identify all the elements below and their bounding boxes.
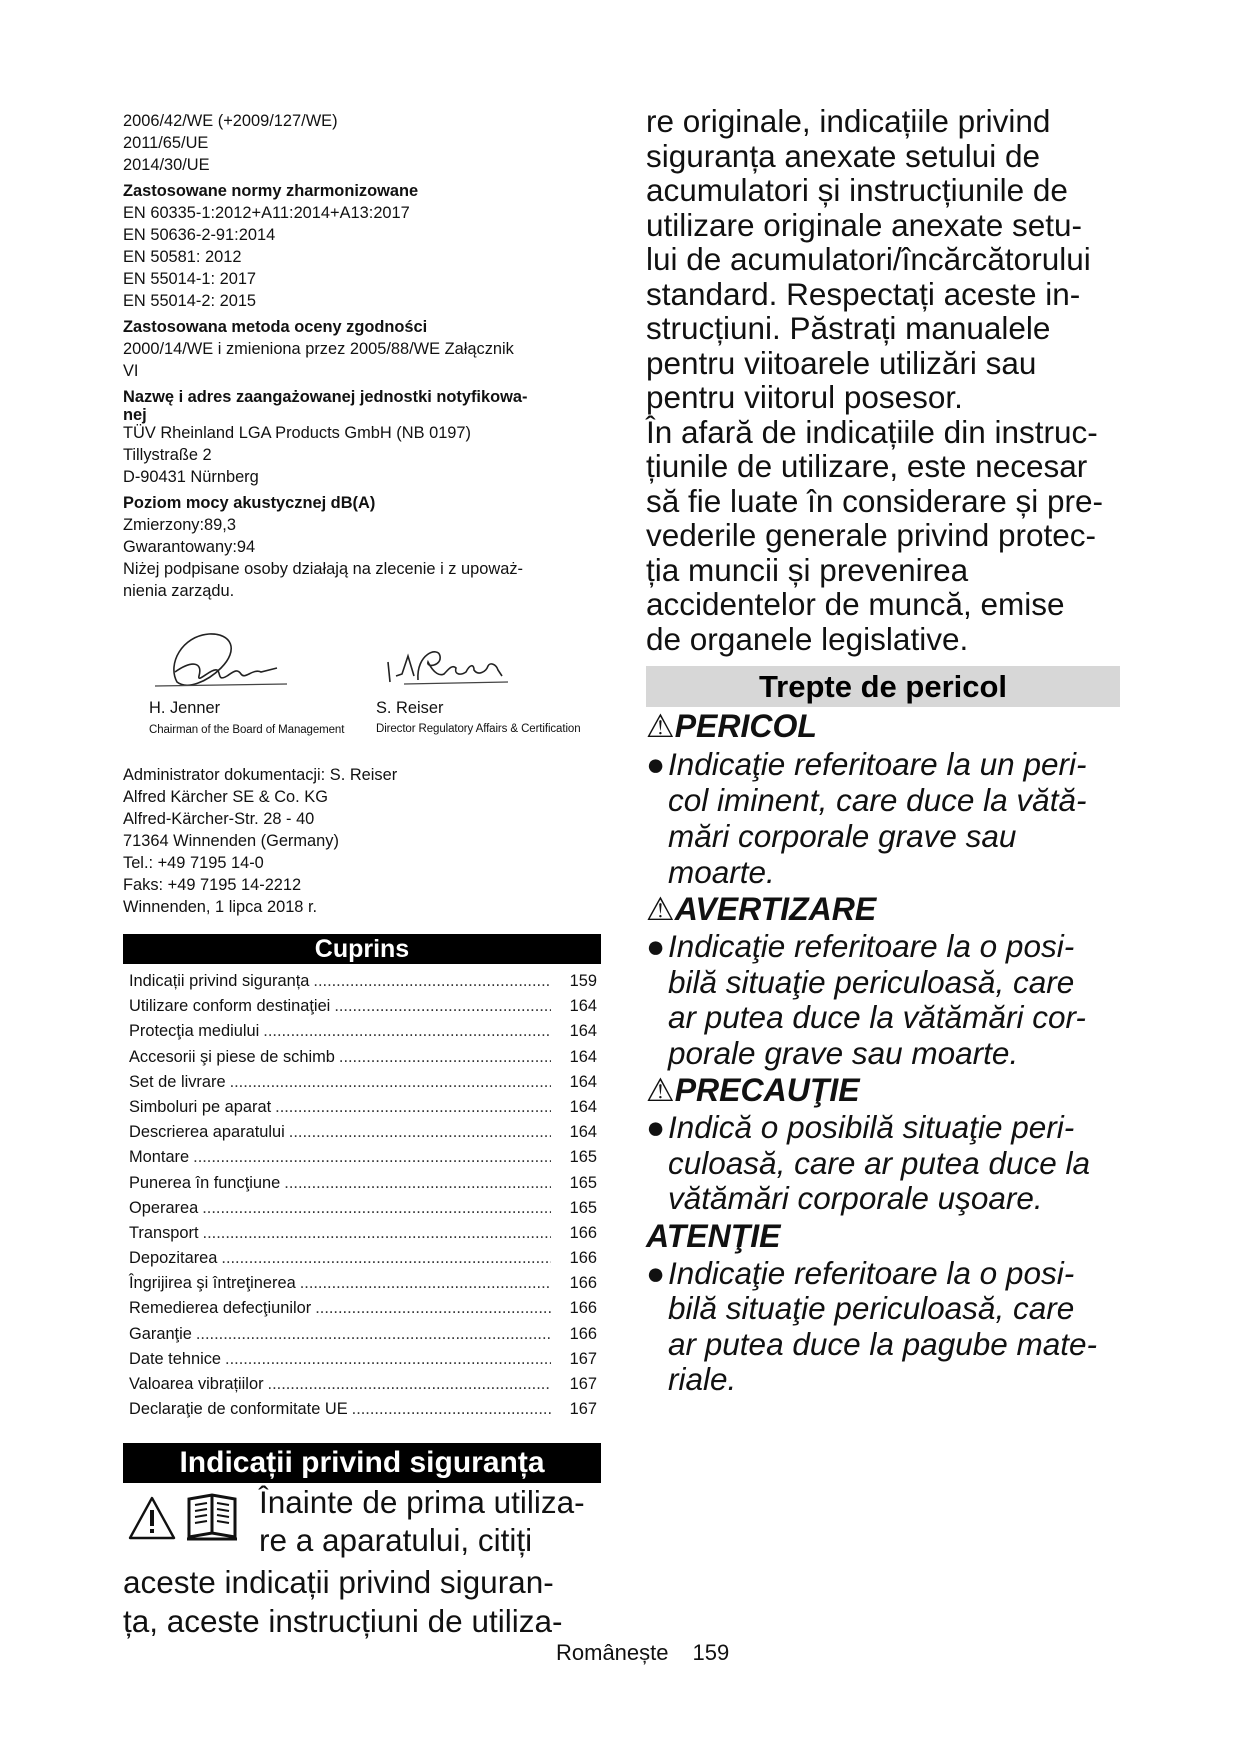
toc-entry-page: 166 <box>569 1299 597 1318</box>
toc-leader-dots <box>289 1123 551 1142</box>
toc-entry[interactable] <box>123 1098 601 1123</box>
hazard-description-line <box>646 782 1128 818</box>
body-text-line: standard. Respectați aceste in- <box>646 275 1081 312</box>
signatory-role: Director Regulatory Affairs & Certification <box>376 723 581 735</box>
hazard-label-text: PRECAUŢIE <box>674 1072 860 1108</box>
norm-line: EN 60335-1:2012+A11:2014+A13:2017 <box>123 204 410 222</box>
warning-triangle-icon: ⚠ <box>646 1072 675 1108</box>
toc-leader-dots <box>352 1400 551 1419</box>
admin-line: Winnenden, 1 lipca 2018 r. <box>123 898 318 916</box>
toc-entry[interactable] <box>123 1174 601 1199</box>
admin-line: Tel.: +49 7195 14-0 <box>123 854 264 872</box>
toc-entry-page: 164 <box>569 1097 597 1116</box>
norms-heading: Zastosowane normy zharmonizowane <box>123 182 419 200</box>
toc-entry-page: 164 <box>569 1123 597 1142</box>
hazard-description-line <box>646 1362 1128 1398</box>
safety-intro-line: aceste indicații privind siguran- <box>123 1564 554 1601</box>
authorization-line: Niżej podpisane osoby działają na zlecenie i z upoważ- <box>123 560 523 578</box>
hazard-label-text: AVERTIZARE <box>674 891 877 927</box>
toc-entry[interactable] <box>123 1249 601 1274</box>
toc-entry-title: Declaraţie de conformitate UE <box>129 1400 348 1419</box>
hazard-description-text: mări corporale grave sau <box>668 818 1017 854</box>
toc-entry-title: Îngrijirea şi întreţinerea <box>129 1274 296 1293</box>
hazard-description-text: porale grave sau moarte. <box>668 1034 1019 1071</box>
warning-triangle-icon: ⚠ <box>646 891 675 927</box>
signatures <box>123 624 601 742</box>
hazard-description-text: Indicaţie referitoare la un peri- <box>668 746 1087 782</box>
body-text-line: lui de acumulatori/încărcătorului <box>646 241 1091 277</box>
toc-entry[interactable] <box>123 972 601 997</box>
toc-entry-title: Garanţie <box>129 1324 192 1343</box>
signatory-name: H. Jenner <box>149 699 221 717</box>
body-text-line: vederile generale privind protec- <box>646 517 1096 553</box>
toc-entry-page: 166 <box>569 1249 597 1268</box>
hazard-description-text: ar putea duce la vătămări cor- <box>668 999 1086 1035</box>
body-text-line: pentru viitorul posesor. <box>646 379 963 415</box>
toc-entry-title: Accesorii şi piese de schimb <box>129 1047 335 1066</box>
norm-line: EN 55014-1: 2017 <box>123 270 257 288</box>
admin-line: Administrator dokumentacji: S. Reiser <box>123 766 398 784</box>
body-text-line: să fie luate în considerare și pre- <box>646 482 1103 519</box>
toc-entry-title: Protecţia mediului <box>129 1022 260 1041</box>
body-text-line: pentru viitoarele utilizări sau <box>646 344 1037 381</box>
norm-line: EN 50636-2-91:2014 <box>123 226 276 244</box>
sound-line: Zmierzony:89,3 <box>123 516 236 534</box>
sound-line: Gwarantowany:94 <box>123 538 256 556</box>
signature-reiser <box>378 634 518 704</box>
hazard-description-line <box>646 965 1128 1001</box>
hazard-levels-heading: Trepte de pericol <box>646 666 1120 707</box>
directive-line: 2011/65/UE <box>123 134 209 152</box>
directive-line: 2006/42/WE (+2009/127/WE) <box>123 112 338 130</box>
toc-leader-dots <box>275 1098 551 1117</box>
toc-entry-page: 164 <box>569 997 597 1016</box>
body-text-line: țiunile de utilizare, este necesar <box>646 448 1088 484</box>
toc-entry[interactable] <box>123 1274 601 1299</box>
toc-entry-title: Montare <box>129 1148 190 1167</box>
toc-leader-dots <box>221 1249 551 1268</box>
safety-intro-line: Înainte de prima utiliza- <box>259 1484 585 1521</box>
toc-entry-title: Descrierea aparatului <box>129 1123 285 1142</box>
hazard-description-line <box>646 1110 1128 1146</box>
toc-entry[interactable] <box>123 1022 601 1047</box>
body-text-line: utilizare originale anexate setu- <box>646 206 1083 243</box>
toc-entry-page: 164 <box>569 1072 597 1091</box>
toc-leader-dots <box>300 1274 551 1293</box>
toc-entry-page: 167 <box>569 1400 597 1419</box>
hazard-description-text: ar putea duce la pagube mate- <box>668 1325 1098 1362</box>
bullet-icon: ● <box>646 1254 666 1291</box>
body-text-line: În afară de indicațiile din instruc- <box>646 413 1098 450</box>
notified-body-heading: nej <box>123 406 147 424</box>
toc-entry-title: Remedierea defecţiunilor <box>129 1299 312 1318</box>
toc-entry-title: Utilizare conform destinaţiei <box>129 997 331 1016</box>
method-heading: Zastosowana metoda oceny zgodności <box>123 318 428 336</box>
hazard-description-line <box>646 854 1128 890</box>
hazard-description-text: culoasă, care ar putea duce la <box>668 1144 1091 1181</box>
hazard-label-text: PERICOL <box>674 708 817 744</box>
notified-body-line: TÜV Rheinland LGA Products GmbH (NB 0197) <box>123 424 471 442</box>
hazard-label <box>646 1071 1128 1110</box>
hazard-description-text: col iminent, care duce la vătă- <box>668 782 1087 818</box>
method-line: 2000/14/WE i zmieniona przez 2005/88/WE Załącznik <box>123 340 514 358</box>
bullet-icon: ● <box>646 1109 666 1145</box>
hazard-description-text: Indicaţie referitoare la o posi- <box>668 928 1075 964</box>
hazard-description-line <box>646 1000 1128 1036</box>
hazard-description-line <box>646 929 1128 965</box>
hazard-description-text: Indicaţie referitoare la o posi- <box>668 1254 1075 1291</box>
bullet-icon: ● <box>646 746 666 782</box>
manual-book-icon <box>185 1489 239 1543</box>
body-text-line: acumulatori și instrucțiunile de <box>646 172 1068 208</box>
toc-entry[interactable] <box>123 1224 601 1249</box>
signature-jenner <box>137 624 297 704</box>
notified-body-heading: Nazwę i adres zaangażowanej jednostki notyfikowa- <box>123 388 528 406</box>
toc-entry-title: Transport <box>129 1223 199 1242</box>
toc-entry-title: Indicații privind siguranța <box>129 972 310 990</box>
hazard-description-line <box>646 1291 1128 1327</box>
hazard-label <box>646 1217 1128 1256</box>
toc-entry[interactable] <box>123 1048 601 1073</box>
hazard-label-text: ATENŢIE <box>646 1217 781 1254</box>
toc-entry[interactable] <box>123 1350 601 1375</box>
toc-leader-dots <box>315 1299 551 1318</box>
toc-entry-page: 164 <box>569 1047 597 1066</box>
hazard-description-text: Indică o posibilă situaţie peri- <box>668 1109 1075 1145</box>
hazard-label <box>646 707 1128 746</box>
hazard-description-line <box>646 818 1128 854</box>
admin-line: Faks: +49 7195 14-2212 <box>123 876 302 894</box>
admin-line: Alfred Kärcher SE & Co. KG <box>123 788 328 806</box>
method-line: VI <box>123 362 139 380</box>
norm-line: EN 55014-2: 2015 <box>123 292 257 310</box>
hazard-description-text: riale. <box>668 1361 737 1397</box>
authorization-line: nienia zarządu. <box>123 582 235 600</box>
toc-leader-dots <box>230 1073 551 1092</box>
safety-intro-line: ța, aceste instrucțiuni de utiliza- <box>123 1602 563 1639</box>
toc-leader-dots <box>193 1148 551 1167</box>
page-footer <box>556 1640 753 1666</box>
safety-heading: Indicații privind siguranța <box>123 1443 601 1483</box>
toc-entry-title: Operarea <box>129 1198 199 1217</box>
toc-entry[interactable] <box>123 1148 601 1173</box>
toc-entry-page: 166 <box>569 1324 597 1343</box>
body-text-line: re originale, indicațiile privind <box>646 103 1051 139</box>
right-column <box>646 104 1128 1398</box>
hazard-description-text: bilă situaţie periculoasă, care <box>668 1290 1075 1326</box>
warning-triangle-icon: ⚠ <box>646 708 675 744</box>
toc-leader-dots <box>284 1174 551 1193</box>
toc-entry-page: 165 <box>569 1173 597 1192</box>
toc-leader-dots <box>196 1325 551 1344</box>
notified-body-line: D-90431 Nürnberg <box>123 468 259 486</box>
toc-leader-dots <box>202 1199 551 1218</box>
toc-entry-page: 165 <box>569 1148 597 1167</box>
toc-leader-dots <box>339 1048 551 1067</box>
toc-entry-page: 166 <box>569 1274 597 1293</box>
norm-line: EN 50581: 2012 <box>123 248 242 266</box>
hazard-description-line <box>646 1181 1128 1217</box>
hazard-description-text: bilă situaţie periculoasă, care <box>668 963 1075 1000</box>
toc-entry-title: Valoarea vibrațiilor <box>129 1375 264 1393</box>
toc-entry-page: 165 <box>569 1198 597 1217</box>
admin-line: 71364 Winnenden (Germany) <box>123 832 339 850</box>
body-text-line: accidentelor de muncă, emise <box>646 586 1065 622</box>
hazard-description-line <box>646 1146 1128 1182</box>
hazard-levels <box>646 707 1128 1398</box>
toc-entry-title: Depozitarea <box>129 1249 218 1268</box>
signatory-role: Chairman of the Board of Management <box>149 724 345 736</box>
toc-leader-dots <box>268 1375 551 1394</box>
footer-language: Românește <box>556 1640 669 1665</box>
warning-triangle-icon <box>127 1495 177 1541</box>
page-number: 159 <box>692 1640 730 1665</box>
bullet-icon: ● <box>646 928 666 964</box>
hazard-description-line <box>646 746 1128 782</box>
body-text-line: strucțiuni. Păstrați manualele <box>646 310 1051 346</box>
hazard-description-text: moarte. <box>668 854 775 890</box>
sound-heading: Poziom mocy akustycznej dB(A) <box>123 494 376 512</box>
toc-entry[interactable] <box>123 997 601 1022</box>
hazard-label <box>646 890 1128 929</box>
signatory-name: S. Reiser <box>376 699 444 717</box>
toc-entry[interactable] <box>123 1400 601 1425</box>
toc-entry[interactable] <box>123 1123 601 1148</box>
hazard-description-text: vătămări corporale uşoare. <box>668 1180 1043 1216</box>
notified-body-line: Tillystraße 2 <box>123 446 212 464</box>
hazard-description-line <box>646 1256 1128 1292</box>
toc-entry-title: Punerea în funcţiune <box>129 1173 281 1192</box>
body-text-line: siguranța anexate setului de <box>646 137 1041 174</box>
toc-entry-title: Set de livrare <box>129 1072 226 1091</box>
toc-heading: Cuprins <box>123 934 601 964</box>
left-column <box>123 110 601 1640</box>
toc-entry[interactable] <box>123 1073 601 1098</box>
hazard-description-line <box>646 1036 1128 1072</box>
toc-leader-dots <box>203 1224 551 1243</box>
hazard-description-line <box>646 1327 1128 1363</box>
toc-entry-title: Simboluri pe aparat <box>129 1097 272 1116</box>
toc-leader-dots <box>263 1022 551 1041</box>
toc-entry-page: 167 <box>569 1375 597 1393</box>
body-text-line: de organele legislative. <box>646 620 969 657</box>
toc-entry-page: 166 <box>569 1223 597 1242</box>
admin-line: Alfred-Kärcher-Str. 28 - 40 <box>123 810 315 828</box>
toc-entry-title: Date tehnice <box>129 1349 222 1368</box>
toc-entry-page: 167 <box>569 1349 597 1368</box>
safety-intro-line: re a aparatului, citiți <box>259 1522 533 1559</box>
directive-line: 2014/30/UE <box>123 156 210 174</box>
toc-leader-dots <box>313 972 551 991</box>
toc-entry[interactable] <box>123 1325 601 1350</box>
safety-intro-block <box>123 1483 601 1563</box>
toc-entry-page: 164 <box>569 1022 597 1041</box>
toc-entry[interactable] <box>123 1199 601 1224</box>
toc-entry-page: 159 <box>569 972 597 990</box>
toc-entry[interactable] <box>123 1299 601 1324</box>
toc-leader-dots <box>225 1350 551 1369</box>
toc-leader-dots <box>334 997 551 1016</box>
safety-intro-continuation <box>646 104 1128 656</box>
body-text-line: ția muncii și prevenirea <box>646 551 969 588</box>
toc-entry[interactable] <box>123 1375 601 1400</box>
table-of-contents <box>123 972 601 1425</box>
